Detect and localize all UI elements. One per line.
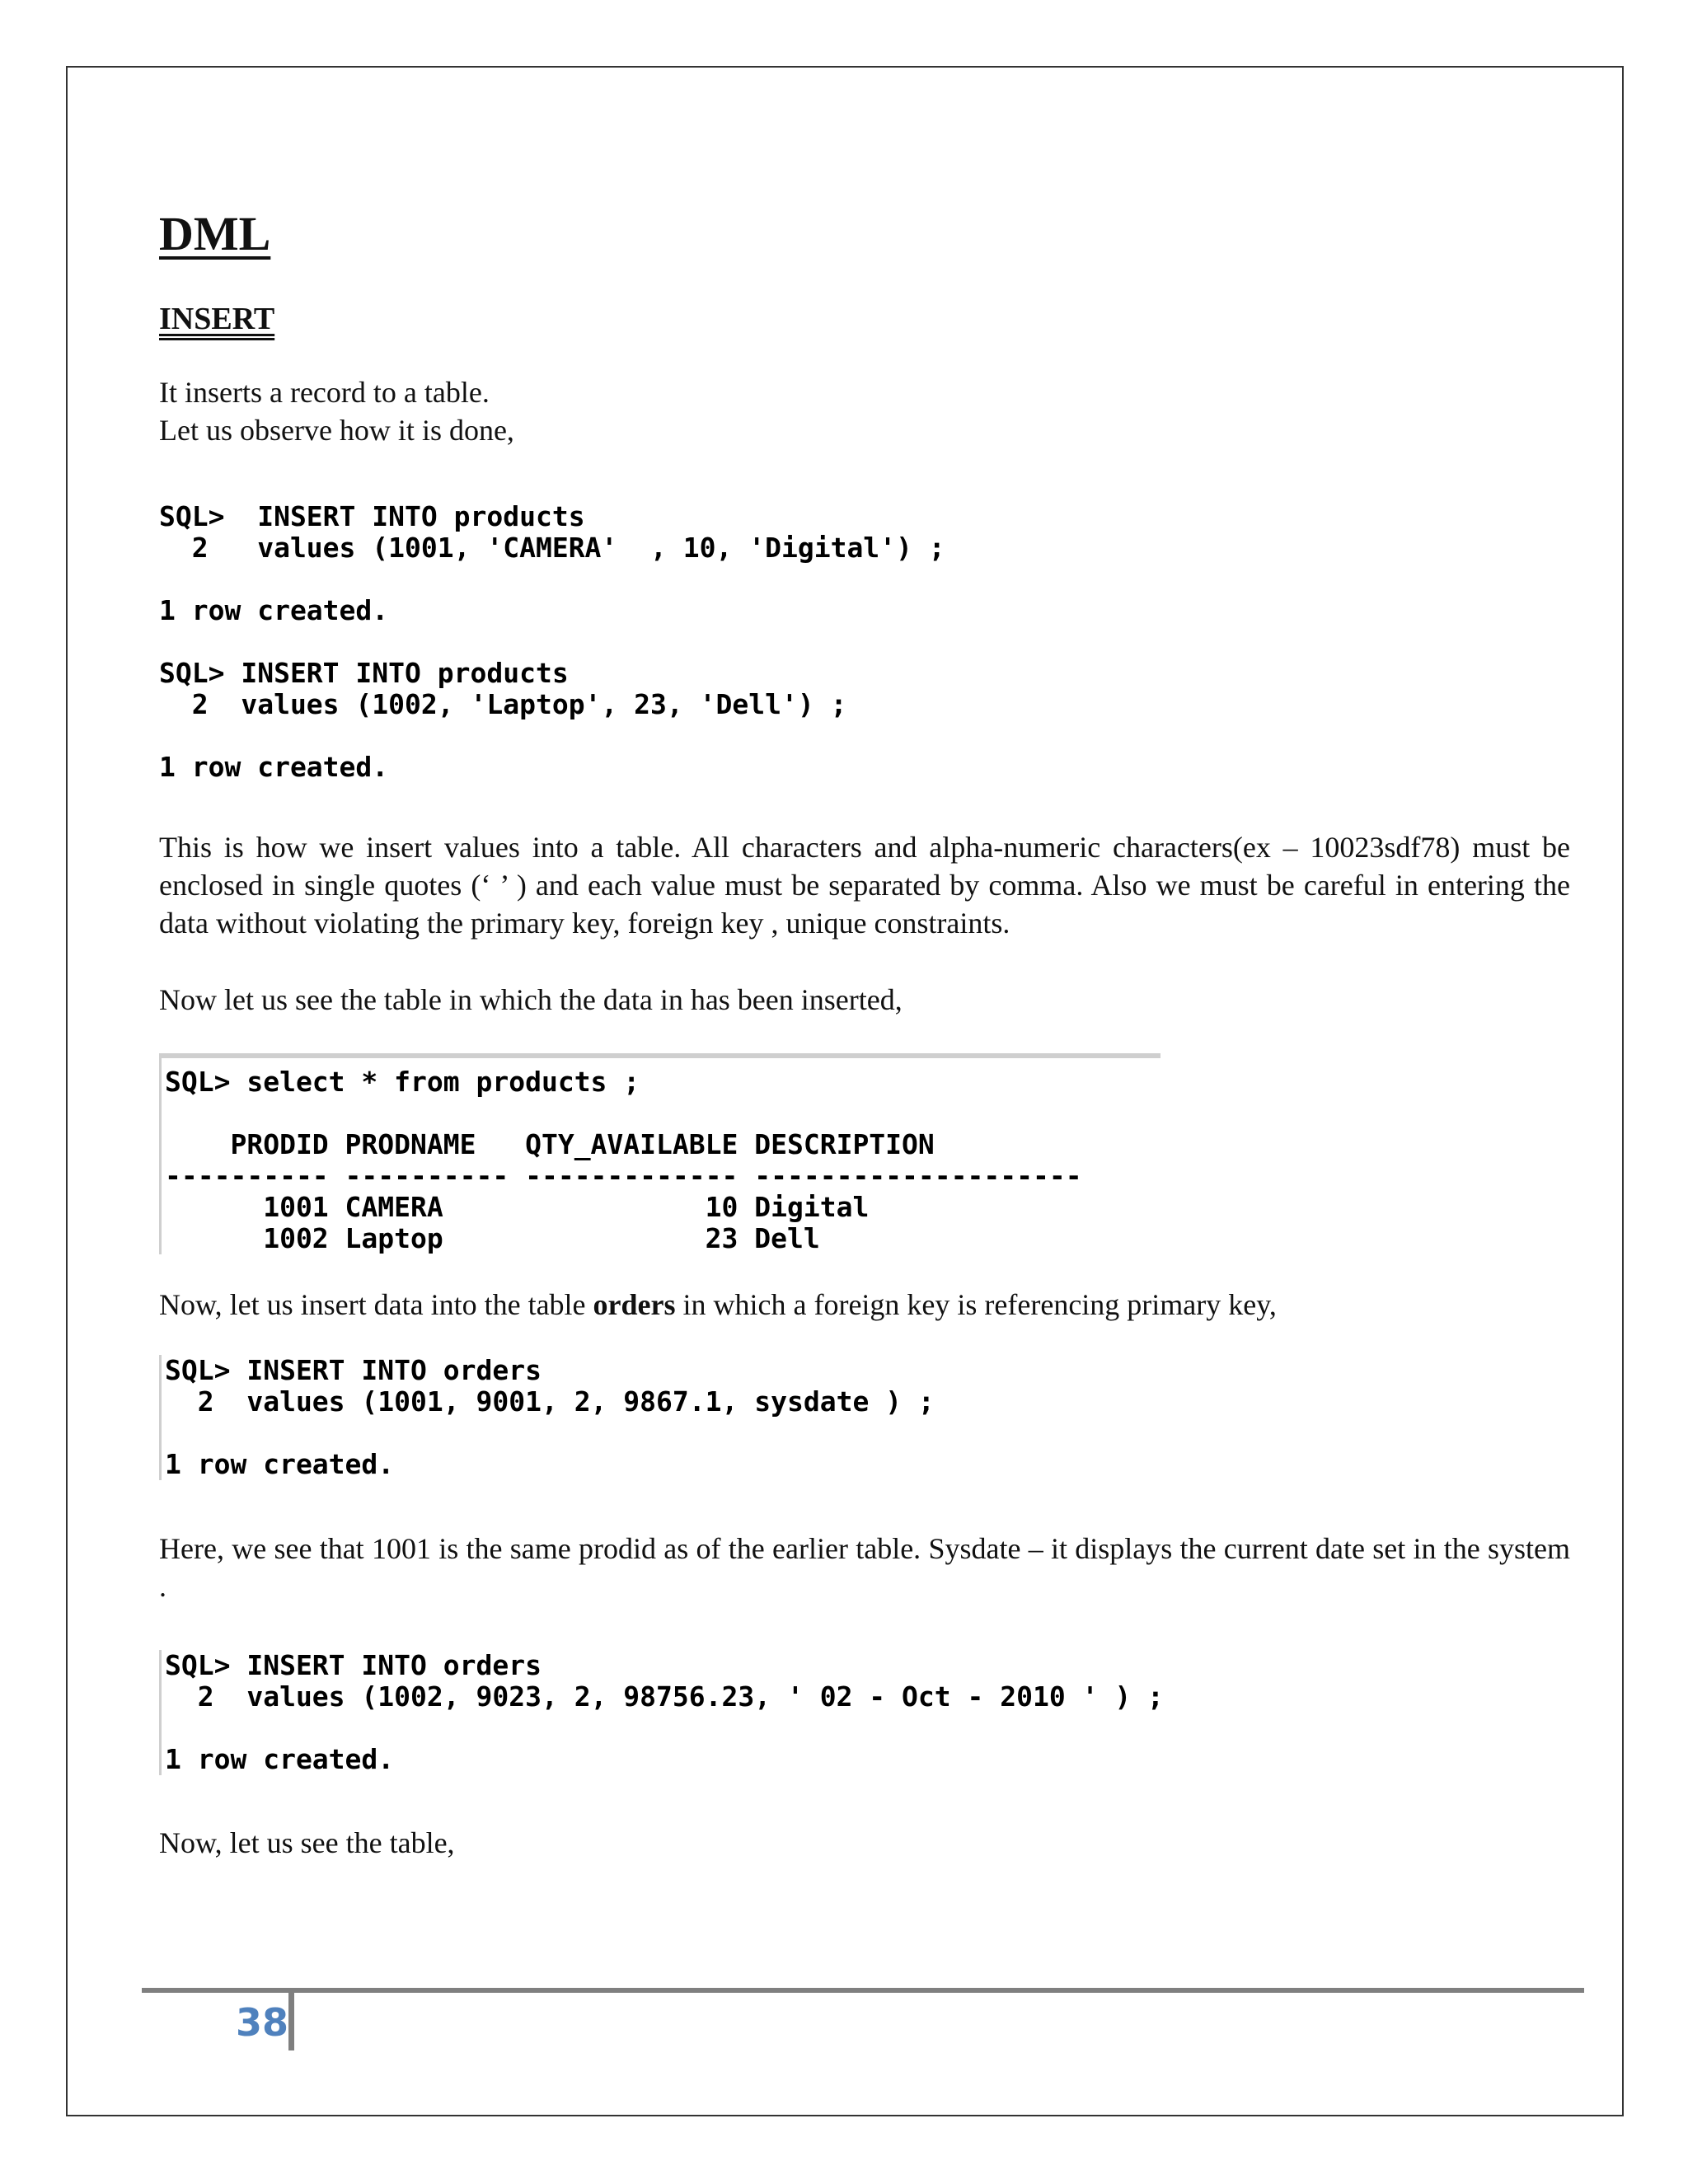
section-heading: INSERT <box>159 302 275 336</box>
console-text: SQL> select * from products ; PRODID PRODNAME QTY_AVAILABLE DESCRIPTION ---------- ---------- ------------- -------------------- 1001 CAMERA 10 Digital 1002 Laptop 23 Dell <box>165 1066 1082 1254</box>
paragraph-quotes-rule: This is how we insert values into a table. All characters and alpha-numeric characters(ex – 10023sdf78) must be enclosed in single quotes (‘ ’ ) and each value must be separated by comma. Also we must be careful in entering the data without violating the primary key, foreign key , unique constraints. <box>159 831 1570 940</box>
console-output-select-products <box>159 1053 1160 1254</box>
orders-intro-before: Now, let us insert data into the table <box>159 1288 593 1321</box>
page-heading: DML <box>159 207 271 260</box>
page-number-divider <box>288 1993 294 2050</box>
orders-intro-after: in which a foreign key is referencing primary key, <box>675 1288 1277 1321</box>
paragraph-see-table: Now let us see the table in which the data in has been inserted, <box>159 983 903 1016</box>
paragraph-orders-intro <box>159 1286 1570 1324</box>
console-text: SQL> INSERT INTO orders 2 values (1002, 9023, 2, 98756.23, ' 02 - Oct - 2010 ' ) ; 1 row created. <box>165 1649 1164 1775</box>
paragraph-sysdate: Here, we see that 1001 is the same prodid as of the earlier table. Sysdate – it displays the current date set in the system . <box>159 1532 1570 1603</box>
footer-rule <box>142 1988 1584 1993</box>
console-text: SQL> INSERT INTO products 2 values (1001, 'CAMERA' , 10, 'Digital') ; 1 row created. SQL> INSERT INTO products 2 values (1002, 'Laptop', 23, 'Dell') ; 1 row created. <box>159 500 945 783</box>
console-text: SQL> INSERT INTO orders 2 values (1001, 9001, 2, 9867.1, sysdate ) ; 1 row created. <box>165 1354 935 1480</box>
console-output-insert-orders-1 <box>159 1355 935 1480</box>
console-output-insert-orders-2 <box>159 1650 1164 1775</box>
paragraph-see-table-2: Now, let us see the table, <box>159 1826 455 1859</box>
page-number: 38 <box>235 2000 288 2045</box>
orders-keyword: orders <box>593 1288 676 1321</box>
intro-line-1: It inserts a record to a table. <box>159 376 490 409</box>
console-output-insert-products <box>159 501 945 783</box>
intro-line-2: Let us observe how it is done, <box>159 414 514 447</box>
